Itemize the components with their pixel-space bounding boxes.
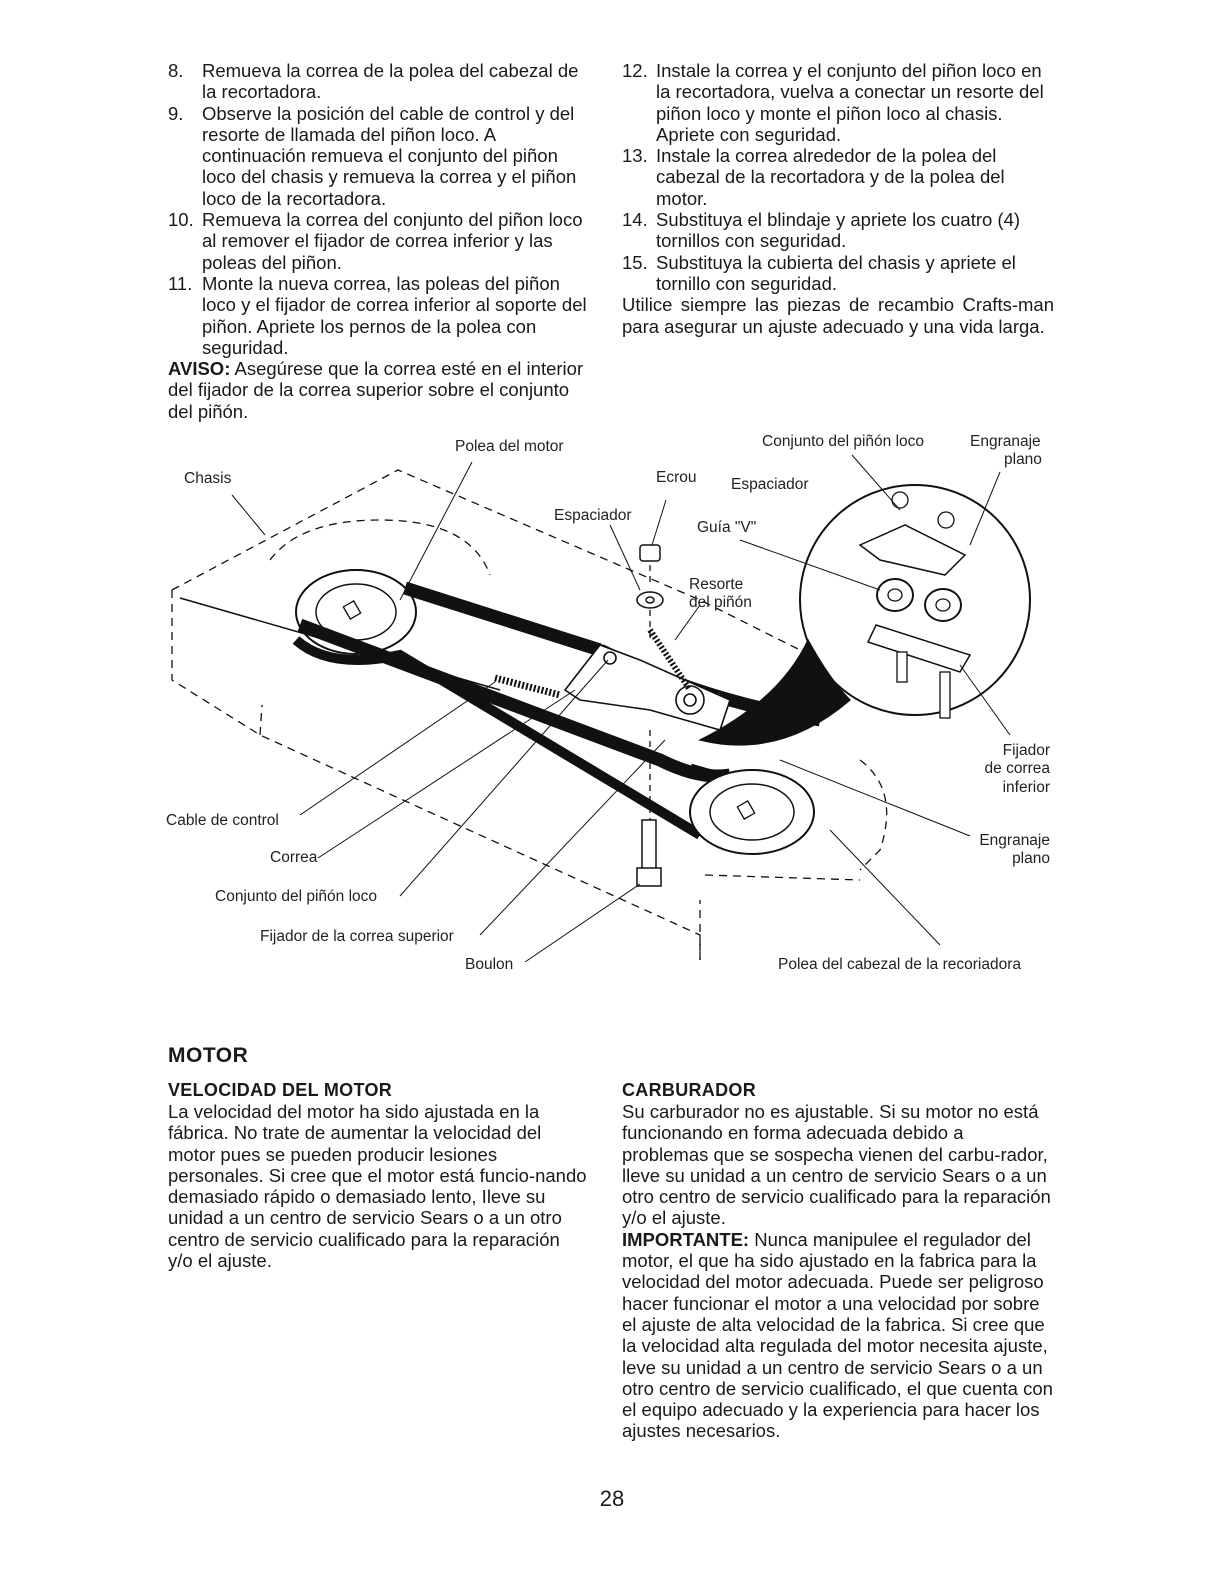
step-text: Substituya el blindaje y apriete los cuatro (4) tornillos con seguridad.	[656, 209, 1021, 252]
importante-text: Nunca manipulee el regulador del motor, el que ha sido ajustado en la fabrica para la velocidad del motor adecuada. Puede ser peligroso hacer funcionar el motor a una velocidad por sobre el ajuste de alta velocidad de la fabrica. Si cree que la velocidad alta regulada del motor necesita ajuste, leve su unidad a un centro de servicio Sears o a un otro centro de servicio cualificado, el que cuenta con el equipo adecuado y la experiencia para hacer los ajustes necesarios.	[622, 1228, 1053, 1442]
label-boulon: Boulon	[465, 956, 514, 973]
label-polea-motor: Polea del motor	[455, 438, 564, 455]
carburador-column	[622, 1000, 1054, 1442]
section-heading-motor: MOTOR	[168, 1044, 249, 1067]
carburador-text: Su carburador no es ajustable. Si su motor no está funcionando en forma adecuada debido a problemas que se sospecha vienen del carbu-rador, lleve su unidad a un centro de servicio Sears o a un otro centro de servicio cualificado para la reparación y/o el ajuste.	[622, 1101, 1051, 1229]
importante-label: IMPORTANTE:	[622, 1228, 750, 1250]
aviso-text: Asegúrese que la correa esté en el interior del fijador de la correa superior sobre el conjunto del piñón.	[168, 358, 584, 422]
label-engranaje-bottom-2: plano	[1012, 850, 1050, 867]
step-number: 11.	[168, 272, 193, 294]
label-chasis: Chasis	[184, 470, 232, 487]
label-fijador-3: inferior	[1002, 779, 1050, 796]
step-text: Instale la correa y el conjunto del piñon loco en la recortadora, vuelva a conectar un resorte del piñon loco y monte el piñon loco al chasis. Apriete con seguridad.	[656, 60, 1044, 145]
velocidad-text: La velocidad del motor ha sido ajustada en la fábrica. No trate de aumentar la velocidad del motor pues se pueden producir lesiones personales. Si cree que el motor está funcio-nando demasiado rápido o demasiado lento, Ileve su unidad a un centro de servicio Sears o a un otro centro de servicio cualificado para la reparación y/o el ajuste.	[168, 1101, 587, 1272]
velocidad-heading: VELOCIDAD DEL MOTOR	[168, 1080, 393, 1100]
label-guia: Guía "V"	[697, 519, 757, 536]
label-conjunto-pinon-bottom: Conjunto del piñón loco	[215, 888, 378, 905]
label-polea-cabezal: Polea del cabezal de la recoriadora	[778, 956, 1021, 973]
importante-note	[622, 1229, 1054, 1442]
label-resorte: Resorte	[689, 576, 744, 593]
label-cable-control: Cable de control	[166, 812, 279, 829]
label-espaciador-1: Espaciador	[731, 476, 809, 493]
label-engranaje-top: Engranaje	[970, 433, 1041, 450]
trimmer-head-pulley	[690, 770, 814, 854]
label-fijador: Fijador	[1002, 742, 1050, 759]
label-engranaje-bottom: Engranaje	[979, 832, 1050, 849]
aviso-label: AVISO:	[168, 358, 231, 380]
step-number: 10.	[168, 209, 194, 231]
label-ecrou: Ecrou	[656, 469, 697, 486]
step-number: 13.	[622, 145, 648, 167]
step-text: Remueva la correa del conjunto del piñon loco al remover el fijador de correa inferior y las poleas del piñon.	[202, 209, 583, 273]
label-espaciador-2: Espaciador	[554, 507, 632, 524]
step-number: 8.	[168, 60, 184, 81]
step-text: Instale la correa alrededor de la polea del cabezal de la recortadora y de la polea del motor.	[656, 145, 1005, 209]
label-fijador-superior: Fijador de la correa superior	[260, 928, 454, 945]
label-conjunto-pinon-top: Conjunto del piñón loco	[762, 433, 925, 450]
step-text: Observe la posición del cable de control y del resorte de llamada del piñon loco. A continuación remueva el conjunto del piñon loco del chasis y remueva la correa y el piñon loco de la recortadora.	[202, 102, 577, 209]
page-number: 28	[599, 1486, 625, 1511]
label-fijador-2: de correa	[984, 760, 1050, 777]
step-text: Remueva la correa de la polea del cabezal de la recortadora.	[202, 60, 579, 103]
step-text: Monte la nueva correa, las poleas del piñon loco y el fijador de correa inferior al soporte del piñon. Apriete los pernos de la polea con seguridad.	[202, 272, 587, 358]
label-engranaje-top-2: plano	[1004, 451, 1042, 468]
carburador-heading: CARBURADOR	[622, 1080, 756, 1100]
velocidad-column	[168, 1079, 588, 1271]
hardware-stack	[637, 545, 663, 886]
step-number: 12.	[622, 60, 648, 81]
closing-note: Utilice siempre las piezas de recambio Crafts-man para asegurar un ajuste adecuado y una vida larga.	[622, 294, 1054, 337]
label-resorte-2: del piñón	[689, 594, 752, 611]
step-number: 14.	[622, 209, 648, 231]
step-number: 15.	[622, 251, 648, 273]
step-text: Substituya la cubierta del chasis y apriete el tornillo con seguridad.	[656, 251, 1016, 294]
step-number: 9.	[168, 102, 184, 124]
label-correa: Correa	[270, 849, 318, 866]
